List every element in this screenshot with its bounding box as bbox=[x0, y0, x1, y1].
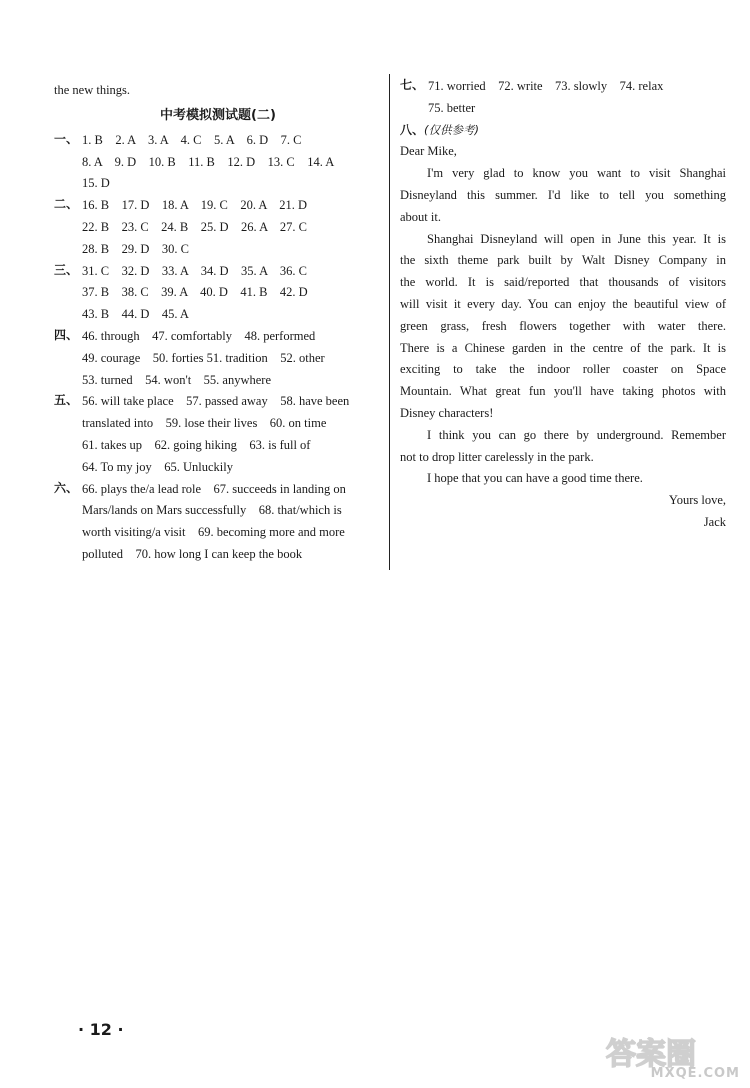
answer-line: 53. turned 54. won't 55. anywhere bbox=[82, 372, 272, 387]
section-5 bbox=[54, 391, 382, 478]
answer-line: 56. will take place 57. passed away 58. have been bbox=[82, 394, 350, 409]
answer-line: translated into 59. lose their lives 60. on time bbox=[82, 416, 327, 431]
section-mark: 七、 bbox=[400, 78, 425, 92]
left-column bbox=[54, 80, 382, 566]
answer-line: worth visiting/a visit 69. becoming more and more bbox=[82, 525, 345, 540]
section-mark: 八、 bbox=[400, 122, 425, 137]
letter-line: not to drop litter carelessly in the park. bbox=[400, 449, 594, 464]
letter-line: the sixth theme park built by Walt Disney Company in bbox=[400, 253, 726, 268]
answer-line: 15. D bbox=[82, 176, 110, 191]
answer-line: 75. better bbox=[428, 100, 476, 115]
reference-note: (仅供参考) bbox=[424, 122, 479, 137]
watermark-text: MXQE.COM bbox=[650, 1066, 740, 1081]
letter-line: green grass, fresh flowers together with water there. bbox=[400, 318, 726, 333]
answer-line: polluted 70. how long I can keep the book bbox=[82, 546, 303, 561]
answer-line: 1. B 2. A 3. A 4. C 5. A 6. D 7. C bbox=[82, 132, 302, 147]
answer-line: 49. courage 50. forties 51. tradition 52. other bbox=[82, 350, 325, 365]
answer-line: 71. worried 72. write 73. slowly 74. relax bbox=[428, 79, 664, 93]
letter-paragraph-3 bbox=[400, 425, 726, 469]
section-mark: 四、 bbox=[54, 327, 79, 342]
letter-greeting: Dear Mike, bbox=[400, 144, 457, 159]
letter-line: will visit it every day. You can enjoy the beautiful view of bbox=[400, 296, 726, 311]
answer-line: 61. takes up 62. going hiking 63. is full of bbox=[82, 437, 311, 452]
section-1 bbox=[54, 130, 382, 195]
section-mark: 三、 bbox=[54, 262, 79, 277]
letter-line: I hope that you can have a good time there. bbox=[427, 471, 643, 486]
letter-line: There is a Chinese garden in the centre of the park. It is bbox=[400, 340, 726, 355]
section-mark: 一、 bbox=[54, 131, 79, 146]
section-4 bbox=[54, 326, 382, 391]
letter-paragraph-1 bbox=[400, 163, 726, 228]
answer-line: Mars/lands on Mars successfully 68. that/which is bbox=[82, 503, 342, 518]
section-mark: 二、 bbox=[54, 197, 79, 212]
letter-line: Mountain. What great fun you'll have taking photos with bbox=[400, 384, 726, 399]
answer-line: 31. C 32. D 33. A 34. D 35. A 36. C bbox=[82, 263, 308, 278]
answer-line: 16. B 17. D 18. A 19. C 20. A 21. D bbox=[82, 198, 308, 213]
letter-line: Shanghai Disneyland will open in June this year. It is bbox=[427, 231, 726, 246]
letter-signature: Jack bbox=[703, 514, 726, 529]
letter-paragraph-4 bbox=[400, 468, 726, 490]
answer-line: 37. B 38. C 39. A 40. D 41. B 42. D bbox=[82, 285, 308, 300]
section-2 bbox=[54, 195, 382, 260]
test-title: 中考模拟测试题(二) bbox=[160, 107, 276, 123]
letter-line: Disney characters! bbox=[400, 405, 494, 420]
letter-line: the world. It is said/reported that thousands of visitors bbox=[400, 275, 726, 290]
letter-line: I'm very glad to know you want to visit Shanghai bbox=[427, 166, 726, 181]
section-mark: 六、 bbox=[54, 480, 79, 495]
letter-line: Disneyland this summer. I'd like to tell you something bbox=[400, 187, 726, 202]
answer-line: 66. plays the/a lead role 67. succeeds in landing on bbox=[82, 481, 346, 496]
intro-text: the new things. bbox=[54, 83, 131, 97]
section-mark: 五、 bbox=[54, 393, 79, 408]
right-column bbox=[400, 76, 726, 534]
answer-line: 28. B 29. D 30. C bbox=[82, 241, 189, 256]
letter-line: I think you can go there by underground. Remember bbox=[427, 427, 726, 442]
answer-line: 8. A 9. D 10. B 11. B 12. D 13. C 14. A bbox=[82, 154, 335, 169]
column-divider bbox=[389, 74, 390, 570]
letter-paragraph-2 bbox=[400, 229, 726, 425]
section-8 bbox=[400, 120, 726, 142]
letter-line: about it. bbox=[400, 209, 441, 224]
letter-line: exciting to take the indoor roller coaster on Space bbox=[400, 362, 726, 377]
answer-line: 46. through 47. comfortably 48. performed bbox=[82, 328, 316, 343]
section-3 bbox=[54, 261, 382, 326]
answer-line: 64. To my joy 65. Unluckily bbox=[82, 459, 233, 474]
svg-text:答案圈: 答案圈 bbox=[606, 1037, 696, 1072]
section-7 bbox=[400, 76, 726, 120]
letter-closing: Yours love, bbox=[668, 493, 726, 508]
answer-line: 43. B 44. D 45. A bbox=[82, 307, 189, 322]
answer-line: 22. B 23. C 24. B 25. D 26. A 27. C bbox=[82, 219, 308, 234]
page-number: · 12 · bbox=[78, 1020, 124, 1039]
section-6 bbox=[54, 479, 382, 566]
